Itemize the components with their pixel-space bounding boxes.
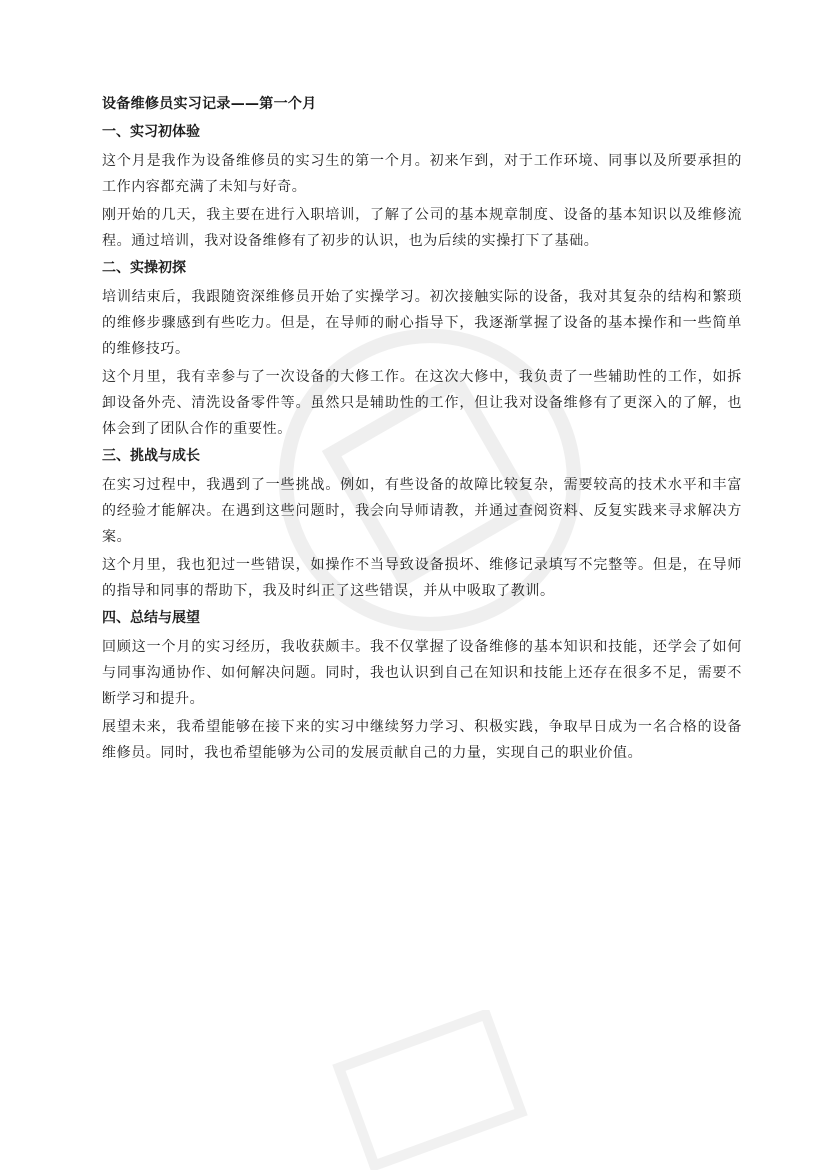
document-page	[102, 94, 742, 768]
section-hands-on	[102, 258, 742, 442]
section-heading: 三、挑战与成长	[102, 448, 200, 464]
paragraph: 这个月是我作为设备维修员的实习生的第一个月。初来乍到，对于工作环境、同事以及所要承担的工作内容都充满了未知与好奇。	[102, 153, 742, 195]
paragraph: 培训结束后，我跟随资深维修员开始了实操学习。初次接触实际的设备，我对其复杂的结构和繁琐的维修步骤感到有些吃力。但是，在导师的耐心指导下，我逐渐掌握了设备的基本操作和一些简单的维修技巧。	[102, 289, 742, 357]
section-heading: 一、实习初体验	[102, 124, 200, 140]
paragraph: 回顾这一个月的实习经历，我收获颇丰。我不仅掌握了设备维修的基本知识和技能，还学会了如何与同事沟通协作、如何解决问题。同时，我也认识到自己在知识和技能上还存在很多不足，需要不断学习和提升。	[102, 639, 742, 707]
section-first-experience	[102, 122, 742, 254]
paragraph: 刚开始的几天，我主要在进行入职培训，了解了公司的基本规章制度、设备的基本知识以及维修流程。通过培训，我对设备维修有了初步的认识，也为后续的实操打下了基础。	[102, 207, 742, 249]
section-heading: 四、总结与展望	[102, 610, 200, 626]
paragraph: 这个月里，我也犯过一些错误，如操作不当导致设备损坏、维修记录填写不完整等。但是，在导师的指导和同事的帮助下，我及时纠正了这些错误，并从中吸取了教训。	[102, 557, 742, 599]
paragraph: 展望未来，我希望能够在接下来的实习中继续努力学习、积极实践，争取早日成为一名合格的设备维修员。同时，我也希望能够为公司的发展贡献自己的力量，实现自己的职业价值。	[102, 719, 742, 761]
watermark-logo-bottom	[300, 1010, 560, 1170]
section-summary-outlook	[102, 608, 742, 766]
document-title: 设备维修员实习记录——第一个月	[102, 96, 317, 112]
section-challenges-growth	[102, 446, 742, 604]
paragraph: 这个月里，我有幸参与了一次设备的大修工作。在这次大修中，我负责了一些辅助性的工作，如拆卸设备外壳、清洗设备零件等。虽然只是辅助性的工作，但让我对设备维修有了更深入的了解，也体会到了团队合作的重要性。	[102, 369, 742, 437]
paragraph: 在实习过程中，我遇到了一些挑战。例如，有些设备的故障比较复杂，需要较高的技术水平和丰富的经验才能解决。在遇到这些问题时，我会向导师请教，并通过查阅资料、反复实践来寻求解决方案。	[102, 477, 742, 545]
section-heading: 二、实操初探	[102, 260, 186, 276]
